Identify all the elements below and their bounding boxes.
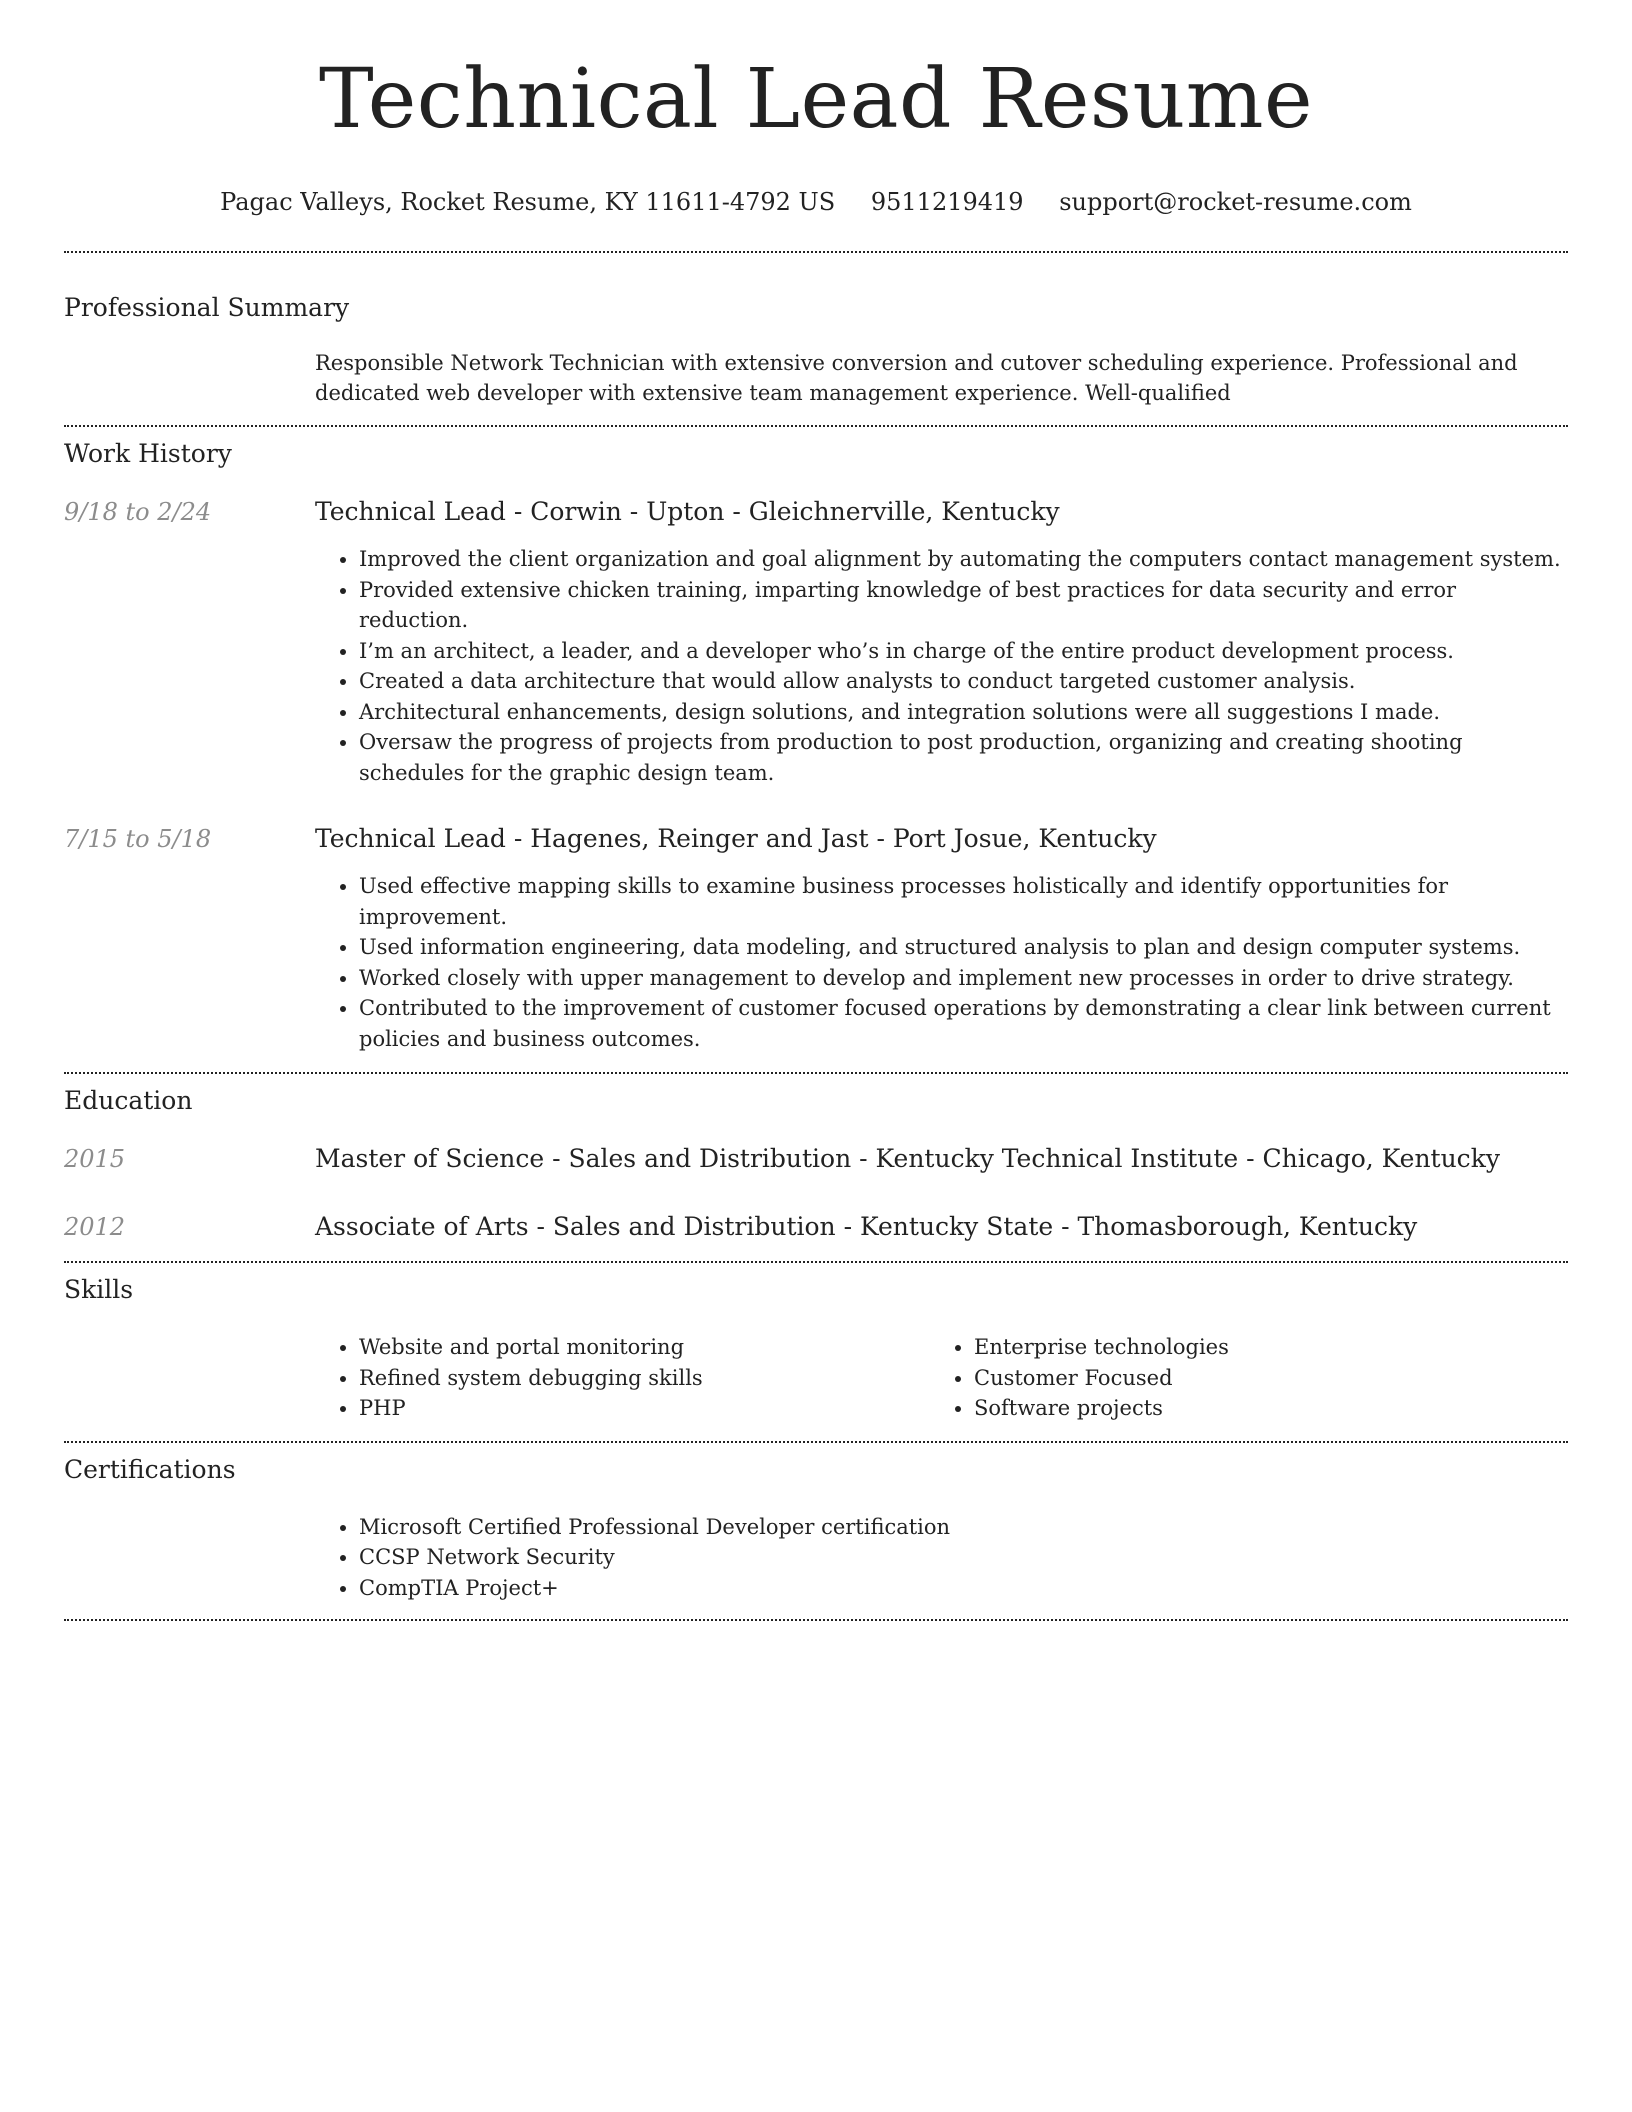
list-item: • Created a data architecture that would allow analysts to conduct targeted customer analysis. — [359, 666, 1568, 697]
certifications-list — [315, 1512, 1568, 1604]
list-item: • Used effective mapping skills to examine business processes holistically and identify opportunities for improvement. — [359, 871, 1568, 932]
skills-list-right — [930, 1332, 1545, 1424]
email-link[interactable]: support@rocket-resume.com — [1059, 188, 1412, 216]
summary-section — [64, 292, 1568, 408]
education-entry — [64, 1211, 1568, 1243]
list-item: • Oversaw the progress of projects from production to post production, organizing and creating shooting schedules for the graphic design team. — [359, 727, 1568, 788]
skill-item: • PHP — [359, 1393, 930, 1424]
section-title-summary: Professional Summary — [64, 293, 350, 322]
section-title-work: Work History — [64, 439, 232, 468]
certification-item: • Microsoft Certified Professional Developer certification — [359, 1512, 1568, 1543]
list-item: • Architectural enhancements, design solutions, and integration solutions were all suggestions I made. — [359, 697, 1568, 728]
list-item: • Used information engineering, data modeling, and structured analysis to plan and design computer systems. — [359, 932, 1568, 963]
list-item: • Worked closely with upper management to develop and implement new processes in order to drive strategy. — [359, 963, 1568, 994]
divider — [64, 1072, 1568, 1074]
section-title-education: Education — [64, 1086, 193, 1115]
divider — [64, 1619, 1568, 1621]
list-item: • Provided extensive chicken training, imparting knowledge of best practices for data security and error reduction. — [359, 575, 1568, 636]
divider — [64, 1441, 1568, 1443]
education-entry — [64, 1143, 1568, 1175]
work-section — [64, 438, 1568, 1054]
divider — [64, 425, 1568, 427]
list-item: • I’m an architect, a leader, and a developer who’s in charge of the entire product development process. — [359, 636, 1568, 667]
job-bullets — [315, 871, 1568, 1054]
list-item: • Contributed to the improvement of customer focused operations by demonstrating a clear link between current policies and business outcomes. — [359, 993, 1568, 1054]
skills-list-left — [315, 1332, 930, 1424]
contact-line — [64, 186, 1568, 218]
job-dates: 7/15 to 5/18 — [64, 825, 212, 853]
section-title-certifications: Certifications — [64, 1454, 236, 1484]
summary-text: Responsible Network Technician with extensive conversion and cutover scheduling experience. Professional and dedicated web developer with extensive team management experience. Well-qualified — [315, 351, 1518, 405]
skill-item: • Software projects — [974, 1393, 1545, 1424]
job-bullets — [315, 544, 1568, 788]
phone-text: 9511219419 — [870, 188, 1024, 216]
certification-item: • CompTIA Project+ — [359, 1573, 1568, 1604]
job-entry — [64, 823, 1568, 1054]
address-text: Pagac Valleys, Rocket Resume, KY 11611-4792 US — [220, 188, 836, 216]
education-year: 2015 — [64, 1145, 126, 1173]
job-role: Technical Lead - Corwin - Upton - Gleichnerville, Kentucky — [315, 497, 1060, 526]
list-item: • Improved the client organization and goal alignment by automating the computers contact management system. — [359, 544, 1568, 575]
divider — [64, 251, 1568, 253]
education-year: 2012 — [64, 1213, 126, 1241]
job-entry — [64, 496, 1568, 788]
skill-item: • Customer Focused — [974, 1363, 1545, 1394]
certifications-section — [64, 1454, 1568, 1604]
certification-item: • CCSP Network Security — [359, 1542, 1568, 1573]
job-role: Technical Lead - Hagenes, Reinger and Jast - Port Josue, Kentucky — [315, 824, 1157, 853]
resume-title: Technical Lead Resume — [318, 52, 1314, 147]
section-title-skills: Skills — [64, 1275, 134, 1304]
education-degree: Master of Science - Sales and Distribution - Kentucky Technical Institute - Chicago, Kentucky — [315, 1144, 1500, 1173]
skills-section — [64, 1274, 1568, 1424]
skill-item: • Refined system debugging skills — [359, 1363, 930, 1394]
divider — [64, 1261, 1568, 1263]
education-section — [64, 1085, 1568, 1243]
job-dates: 9/18 to 2/24 — [64, 498, 212, 526]
skill-item: • Enterprise technologies — [974, 1332, 1545, 1363]
education-degree: Associate of Arts - Sales and Distribution - Kentucky State - Thomasborough, Kentucky — [315, 1212, 1418, 1241]
skill-item: • Website and portal monitoring — [359, 1332, 930, 1363]
